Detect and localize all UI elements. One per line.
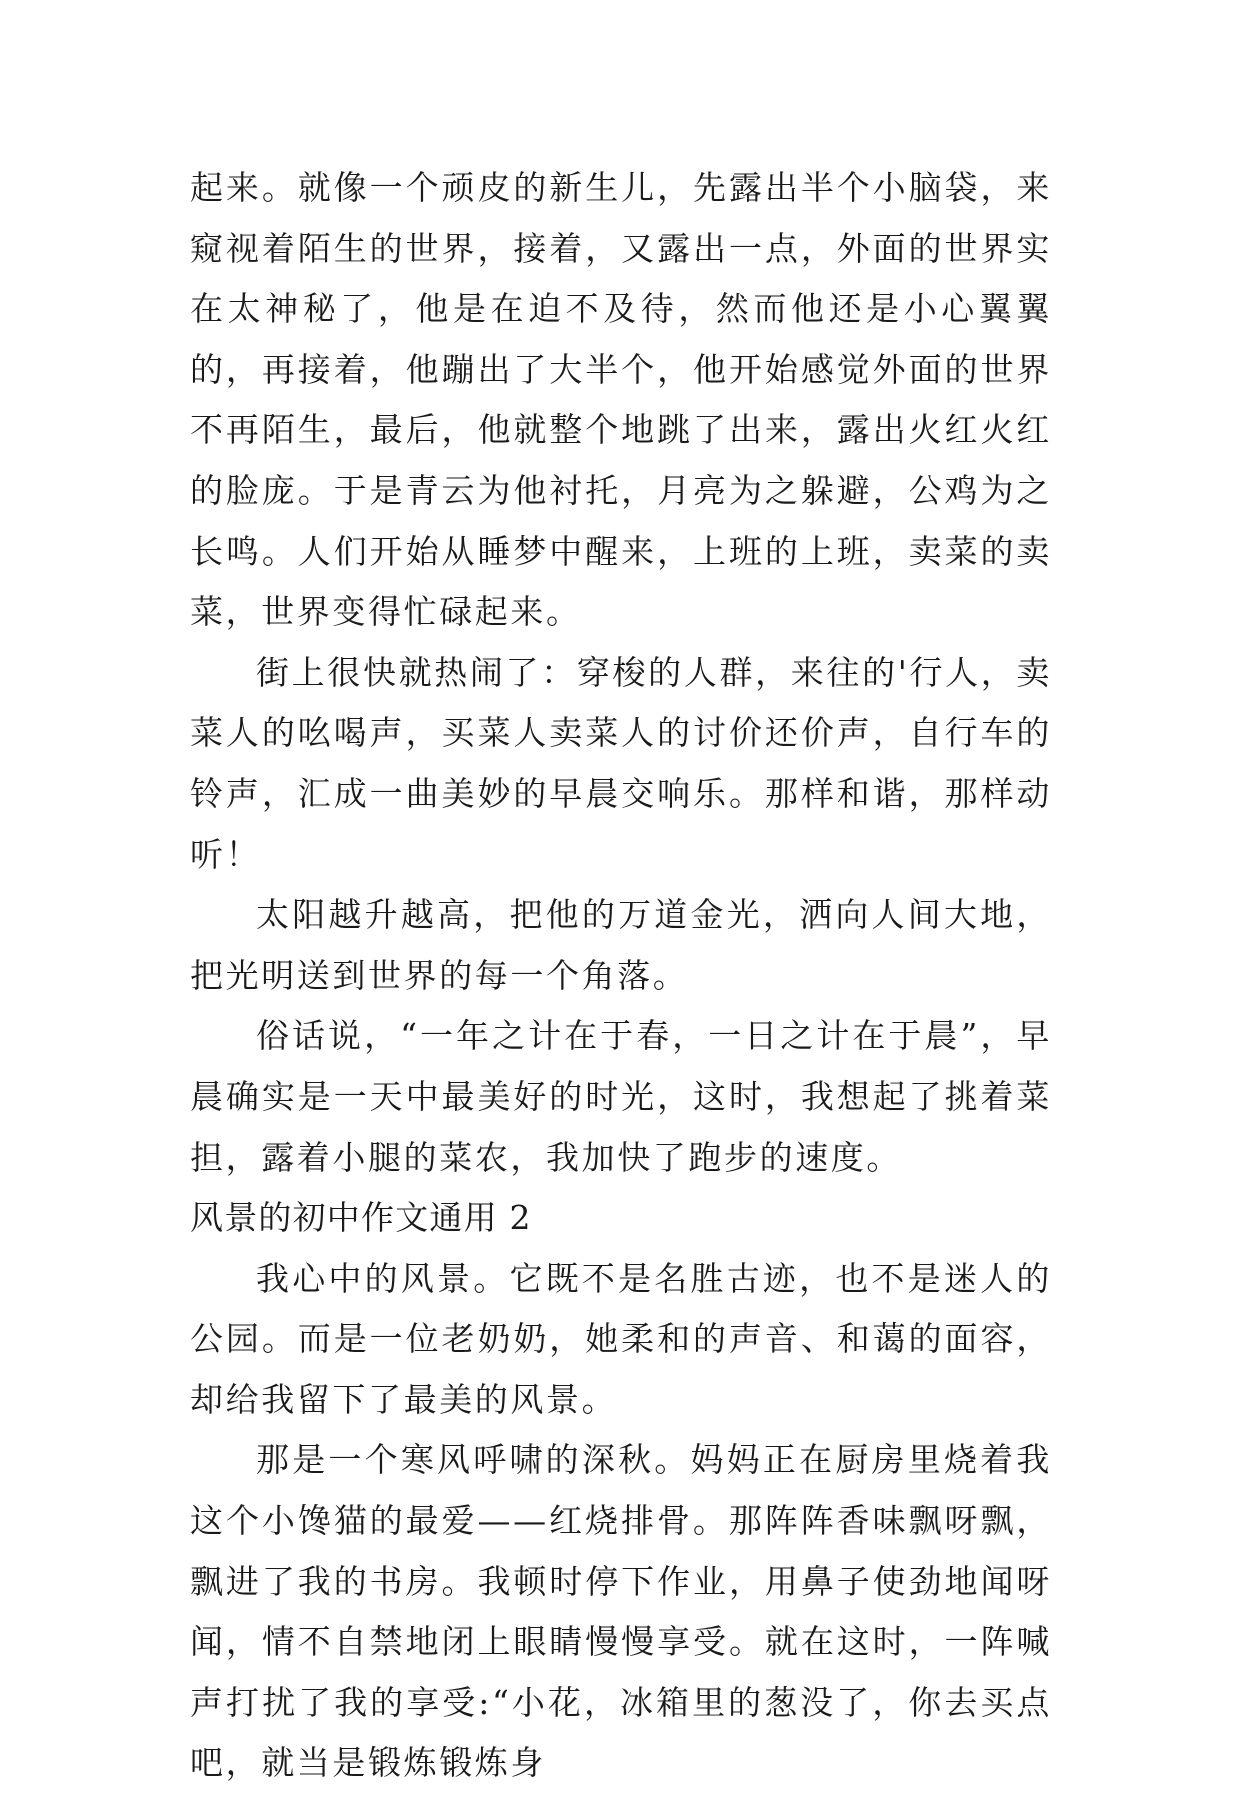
document-body [190,158,1052,1794]
paragraph-4: 俗话说，“一年之计在于春，一日之计在于晨”，早晨确实是一天中最美好的时光，这时，我想起了挑着菜担，露着小腿的菜农，我加快了跑步的速度。 [190,1016,1052,1177]
paragraph-3: 太阳越升越高，把他的万道金光，洒向人间大地，把光明送到世界的每一个角落。 [190,895,1052,995]
paragraph-1: 起来。就像一个顽皮的新生儿，先露出半个小脑袋，来窥视着陌生的世界，接着，又露出一点，外面的世界实在太神秘了，他是在迫不及待，然而他还是小心翼翼的，再接着，他蹦出了大半个，他开始感觉外面的世界不再陌生，最后，他就整个地跳了出来，露出火红火红的脸庞。于是青云为他衬托，月亮为之躲避，公鸡为之长鸣。人们开始从睡梦中醒来，上班的上班，卖菜的卖菜，世界变得忙碌起来。 [190,168,1052,632]
paragraph-5: 我心中的风景。它既不是名胜古迹，也不是迷人的公园。而是一位老奶奶，她柔和的声音、和蔼的面容，却给我留下了最美的风景。 [190,1258,1052,1419]
section-heading: 风景的初中作文通用 2 [190,1198,532,1238]
paragraph-2: 街上很快就热闹了：穿梭的人群，来往的'行人，卖菜人的吆喝声，买菜人卖菜人的讨价还价声，自行车的铃声，汇成一曲美妙的早晨交响乐。那样和谐，那样动听！ [190,652,1052,874]
paragraph-6: 那是一个寒风呼啸的深秋。妈妈正在厨房里烧着我这个小馋猫的最爱——红烧排骨。那阵阵香味飘呀飘，飘进了我的书房。我顿时停下作业，用鼻子使劲地闻呀闻，情不自禁地闭上眼睛慢慢享受。就在这时，一阵喊声打扰了我的享受:“小花，冰箱里的葱没了，你去买点吧，就当是锻炼锻炼身 [190,1440,1052,1783]
